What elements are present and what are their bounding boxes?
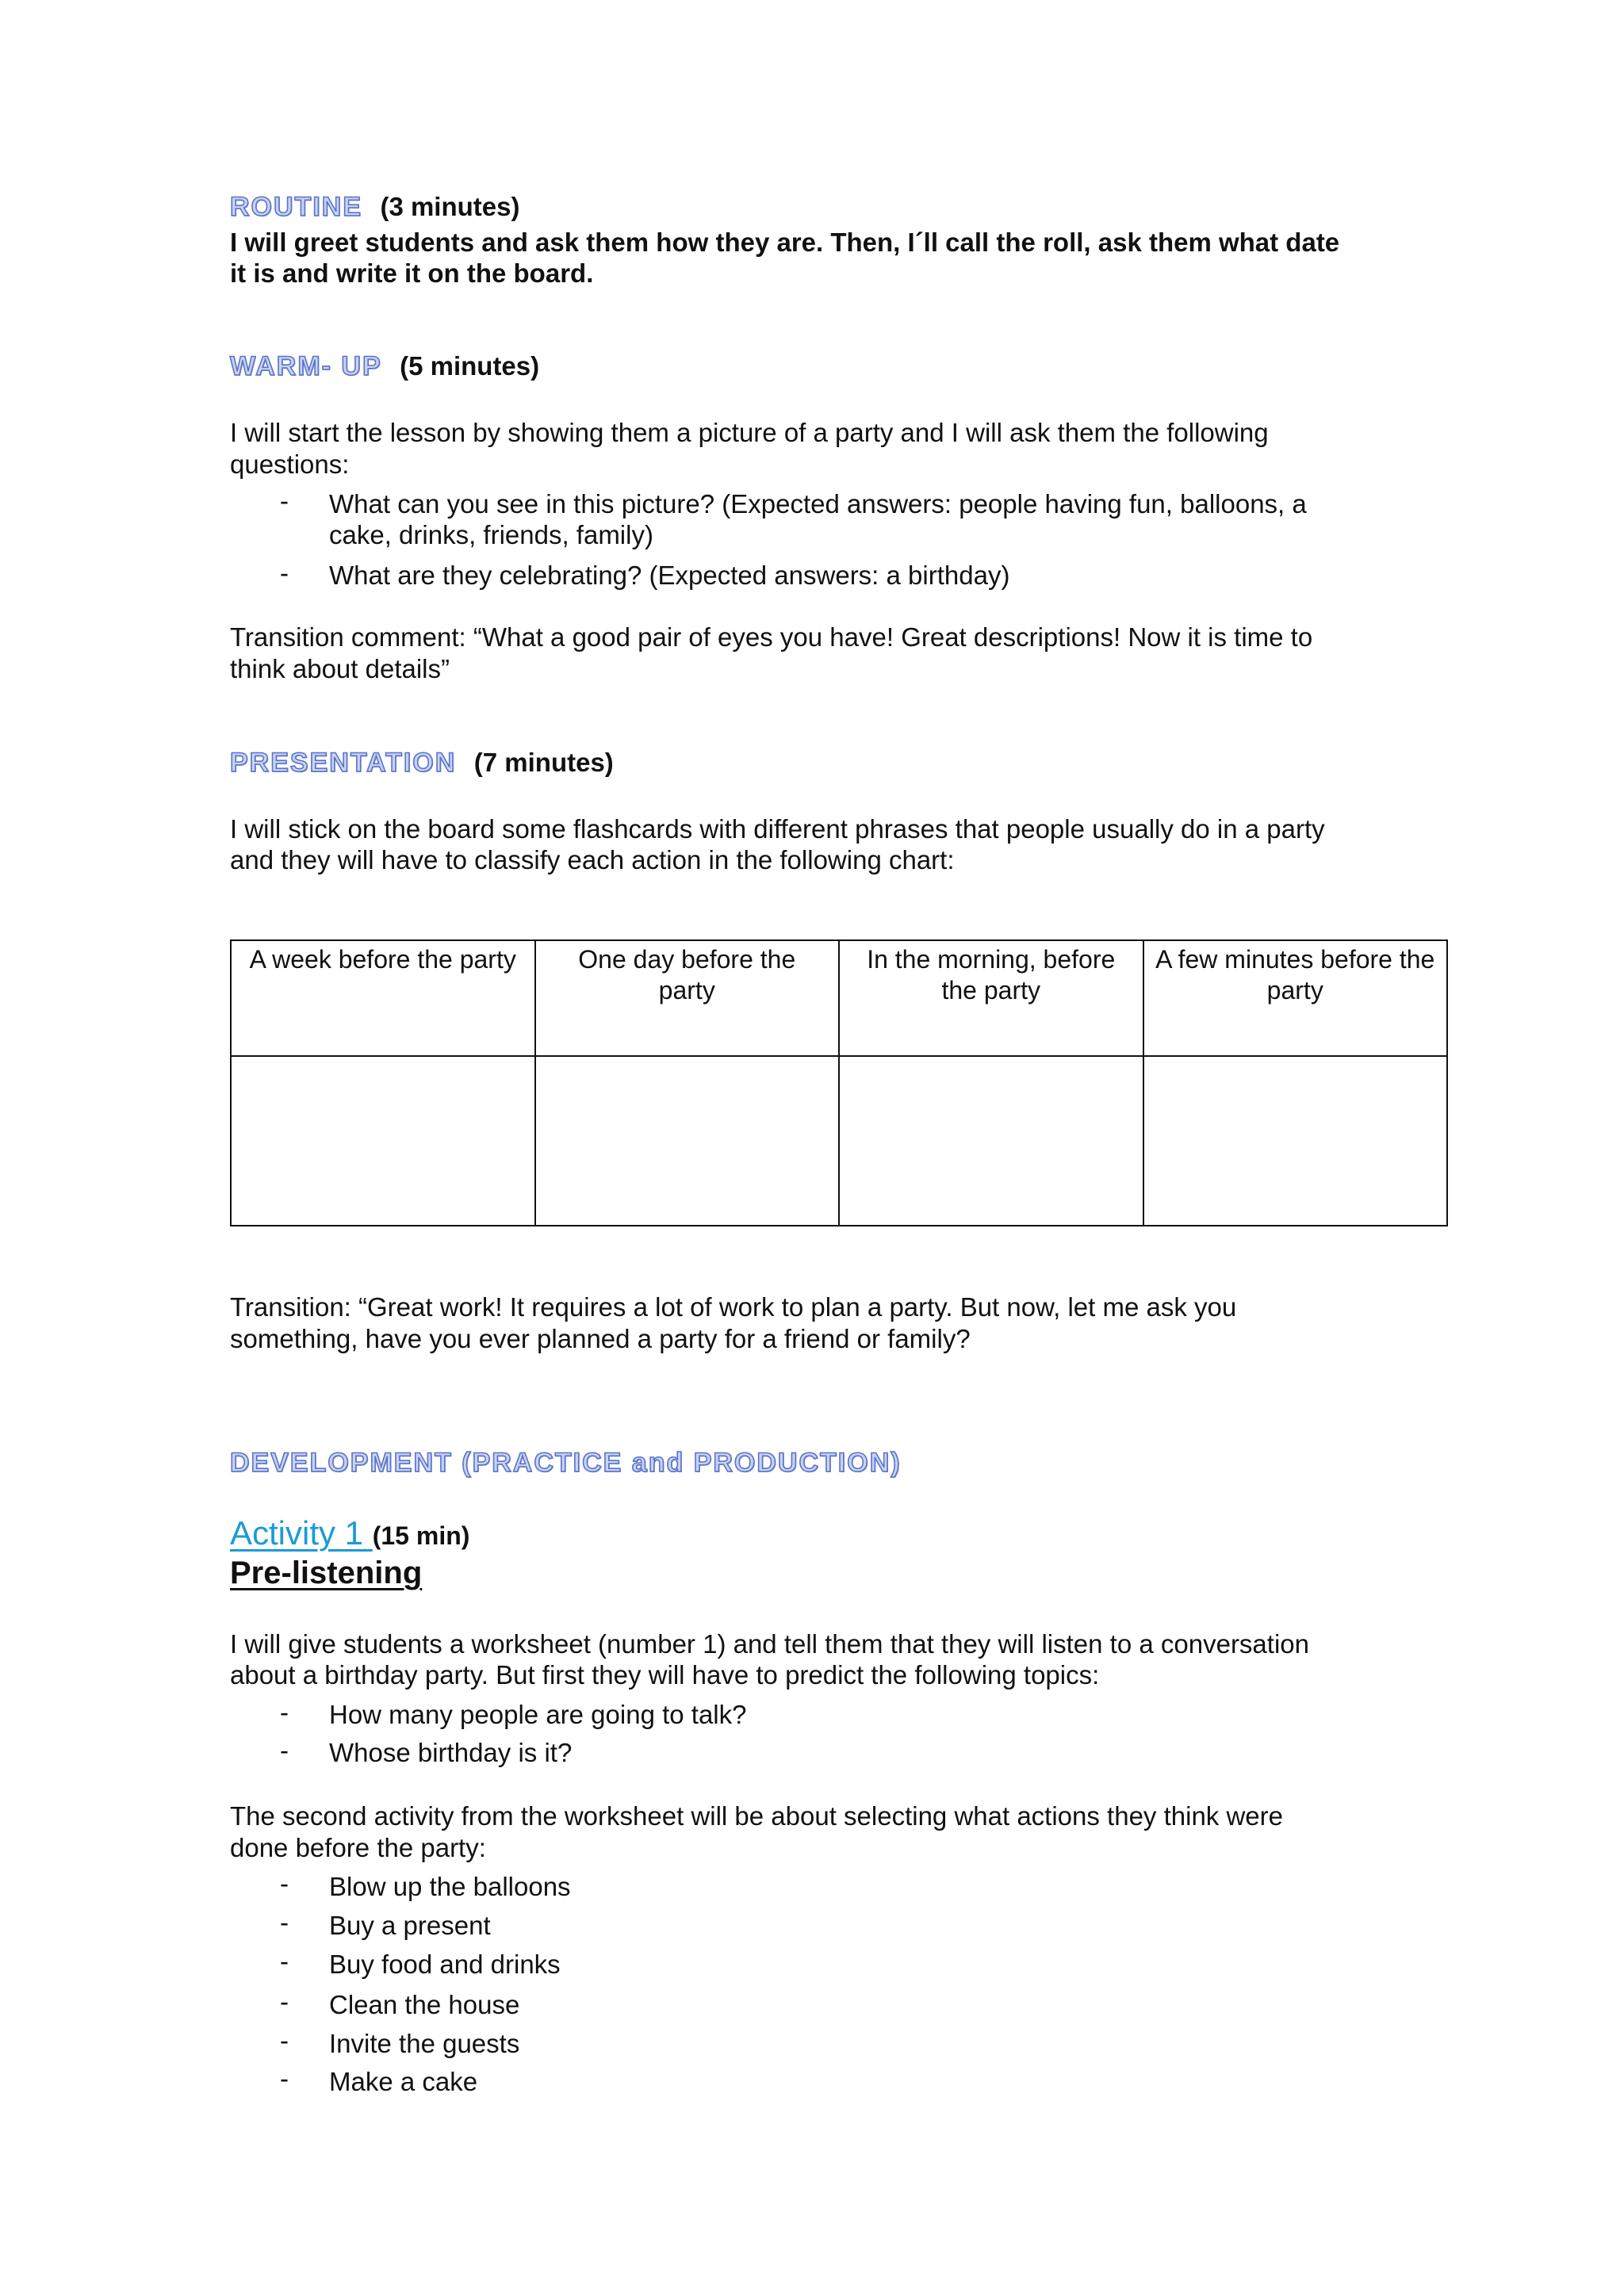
warmup-duration: (5 minutes) <box>400 351 540 381</box>
action-item: Make a cake <box>329 2067 478 2096</box>
development-heading: DEVELOPMENT (PRACTICE and PRODUCTION) <box>230 1448 902 1478</box>
routine-text-line-1: I will greet students and ask them how they are. Then, I´ll call the roll, ask them what date <box>230 228 1340 257</box>
development-intro-line-2: about a birthday party. But first they will have to predict the following topics: <box>230 1660 1100 1689</box>
action-item: Invite the guests <box>329 2029 520 2058</box>
bullet-dash: - <box>280 2026 289 2055</box>
activity-1-header <box>230 1514 469 1552</box>
presentation-duration: (7 minutes) <box>473 748 614 777</box>
chart-header-week-before: A week before the party <box>231 940 535 1056</box>
chart-cell <box>535 1056 840 1226</box>
second-activity-line-2: done before the party: <box>230 1833 486 1862</box>
presentation-transition-line-1: Transition: “Great work! It requires a lot of work to plan a party. But now, let me ask you <box>230 1292 1237 1322</box>
second-activity-line-1: The second activity from the worksheet will be about selecting what actions they think were <box>230 1801 1283 1831</box>
warmup-question-1-line-2: cake, drinks, friends, family) <box>329 520 653 549</box>
chart-header-minutes-before: A few minutes before the party <box>1143 940 1448 1056</box>
bullet-dash: - <box>280 1987 289 2016</box>
bullet-dash: - <box>280 1946 289 1976</box>
presentation-intro-line-2: and they will have to classify each action in the following chart: <box>230 845 955 874</box>
chart-header-day-before: One day before the party <box>535 940 840 1056</box>
chart-cell <box>839 1056 1143 1226</box>
presentation-heading: PRESENTATION <box>230 748 457 778</box>
warmup-heading: WARM- UP <box>230 351 382 381</box>
action-item: Buy food and drinks <box>329 1950 561 1979</box>
warmup-question-1-line-1: What can you see in this picture? (Expected answers: people having fun, balloons, a <box>329 489 1307 519</box>
action-item: Buy a present <box>329 1911 491 1940</box>
presentation-header <box>230 748 614 779</box>
bullet-dash: - <box>280 2064 289 2093</box>
bullet-dash: - <box>280 486 289 515</box>
classification-chart <box>230 939 1448 1226</box>
warmup-transition-line-2: think about details” <box>230 654 450 683</box>
prediction-question-2: Whose birthday is it? <box>329 1738 573 1767</box>
routine-header <box>230 192 519 223</box>
chart-empty-row <box>231 1056 1447 1226</box>
development-intro-line-1: I will give students a worksheet (number 1) and tell them that they will listen to a conversation <box>230 1629 1309 1659</box>
pre-listening-subheading: Pre-listening <box>230 1556 423 1590</box>
routine-text-line-2: it is and write it on the board. <box>230 258 594 288</box>
bullet-dash: - <box>280 558 289 587</box>
bullet-dash: - <box>280 1869 289 1898</box>
chart-header-morning-before: In the morning, before the party <box>839 940 1143 1056</box>
action-item: Clean the house <box>329 1990 520 2019</box>
prediction-question-1: How many people are going to talk? <box>329 1700 747 1729</box>
activity-1-link[interactable]: Activity 1 <box>230 1514 373 1552</box>
warmup-intro-line-2: questions: <box>230 450 350 479</box>
warmup-question-2: What are they celebrating? (Expected answers: a birthday) <box>329 561 1010 590</box>
presentation-transition-line-2: something, have you ever planned a party for a friend or family? <box>230 1324 971 1353</box>
bullet-dash: - <box>280 1908 289 1937</box>
presentation-intro-line-1: I will stick on the board some flashcards with different phrases that people usually do in a party <box>230 814 1325 844</box>
bullet-dash: - <box>280 1697 289 1727</box>
warmup-intro-line-1: I will start the lesson by showing them a picture of a party and I will ask them the following <box>230 418 1269 447</box>
chart-cell <box>1143 1056 1448 1226</box>
routine-duration: (3 minutes) <box>380 192 520 221</box>
chart-header-row <box>231 940 1447 1056</box>
warmup-transition-line-1: Transition comment: “What a good pair of eyes you have! Great descriptions! Now it is time to <box>230 622 1313 652</box>
action-item: Blow up the balloons <box>329 1872 571 1901</box>
chart-cell <box>231 1056 535 1226</box>
bullet-dash: - <box>280 1735 289 1765</box>
warmup-header <box>230 351 539 382</box>
routine-heading: ROUTINE <box>230 192 362 222</box>
activity-1-duration: (15 min) <box>372 1521 470 1550</box>
